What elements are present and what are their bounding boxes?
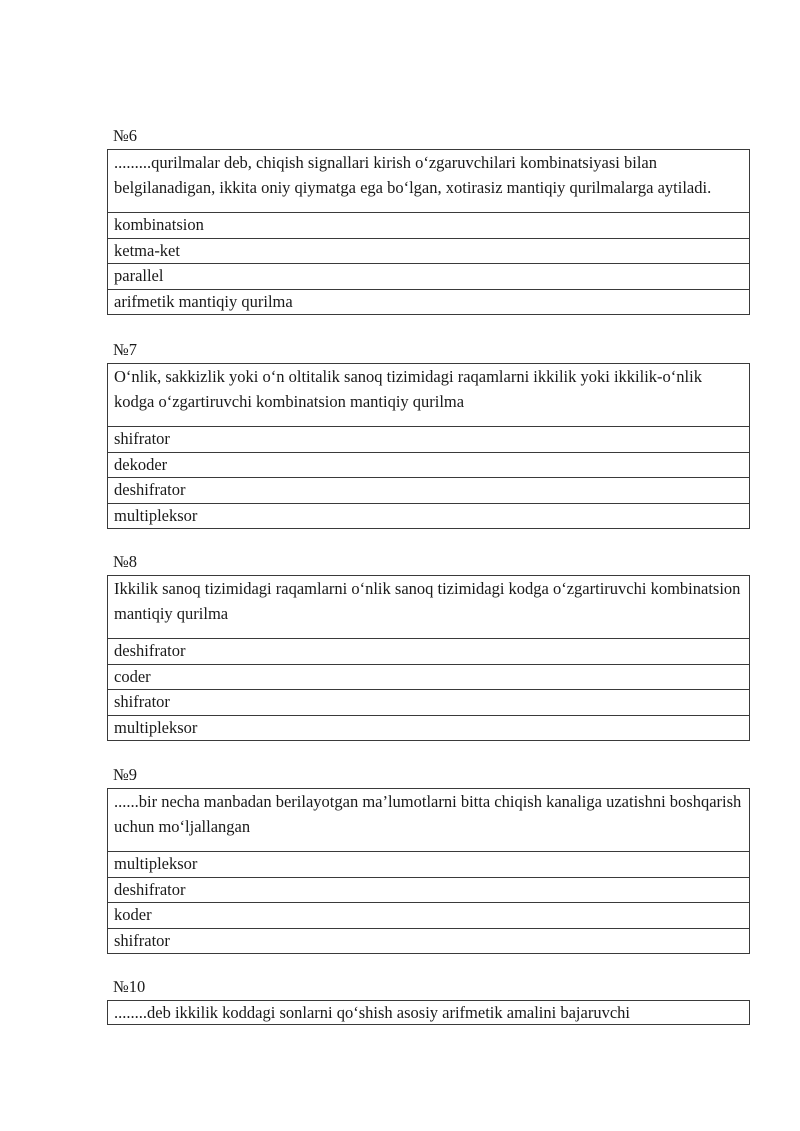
question-text: Ikkilik sanoq tizimidagi raqamlarni o‘nlik sanoq tizimidagi kodga o‘zgartiruvchi kombinatsion mantiqiy qurilma (108, 576, 750, 639)
answer-option: deshifrator (108, 877, 750, 903)
question-6 (107, 125, 750, 315)
question-table (107, 575, 750, 741)
question-table (107, 363, 750, 529)
question-10 (107, 976, 750, 1025)
question-table (107, 1000, 750, 1025)
answer-option: multipleksor (108, 852, 750, 878)
question-number: №8 (113, 552, 137, 571)
question-number: №6 (113, 126, 137, 145)
question-text: ........deb ikkilik koddagi sonlarni qo‘shish asosiy arifmetik amalini bajaruvchi (108, 1001, 750, 1025)
question-9 (107, 764, 750, 954)
answer-option: koder (108, 903, 750, 929)
question-text: O‘nlik, sakkizlik yoki o‘n oltitalik sanoq tizimidagi raqamlarni ikkilik yoki ikkilik-o‘nlik kodga o‘zgartiruvchi kombinatsion mantiqiy qurilma (108, 364, 750, 427)
question-text: ......bir necha manbadan berilayotgan ma’lumotlarni bitta chiqish kanaliga uzatishni boshqarish uchun mo‘ljallangan (108, 789, 750, 852)
question-number: №9 (113, 765, 137, 784)
answer-option: kombinatsion (108, 213, 750, 239)
answer-option: ketma-ket (108, 238, 750, 264)
answer-option: shifrator (108, 928, 750, 954)
question-number: №10 (113, 977, 146, 996)
answer-option: multipleksor (108, 503, 750, 529)
question-table (107, 149, 750, 315)
answer-option: arifmetik mantiqiy qurilma (108, 289, 750, 315)
question-table (107, 788, 750, 954)
answer-option: shifrator (108, 690, 750, 716)
answer-option: multipleksor (108, 715, 750, 741)
question-number: №7 (113, 340, 137, 359)
answer-option: deshifrator (108, 478, 750, 504)
answer-option: parallel (108, 264, 750, 290)
question-7 (107, 339, 750, 529)
question-text: .........qurilmalar deb, chiqish signallari kirish o‘zgaruvchilari kombinatsiyasi bilan belgilanadigan, ikkita oniy qiymatga ega bo‘lgan, xotirasiz mantiqiy qurilmalarga aytiladi. (108, 150, 750, 213)
answer-option: deshifrator (108, 639, 750, 665)
answer-option: dekoder (108, 452, 750, 478)
question-8 (107, 551, 750, 741)
answer-option: shifrator (108, 427, 750, 453)
answer-option: coder (108, 664, 750, 690)
